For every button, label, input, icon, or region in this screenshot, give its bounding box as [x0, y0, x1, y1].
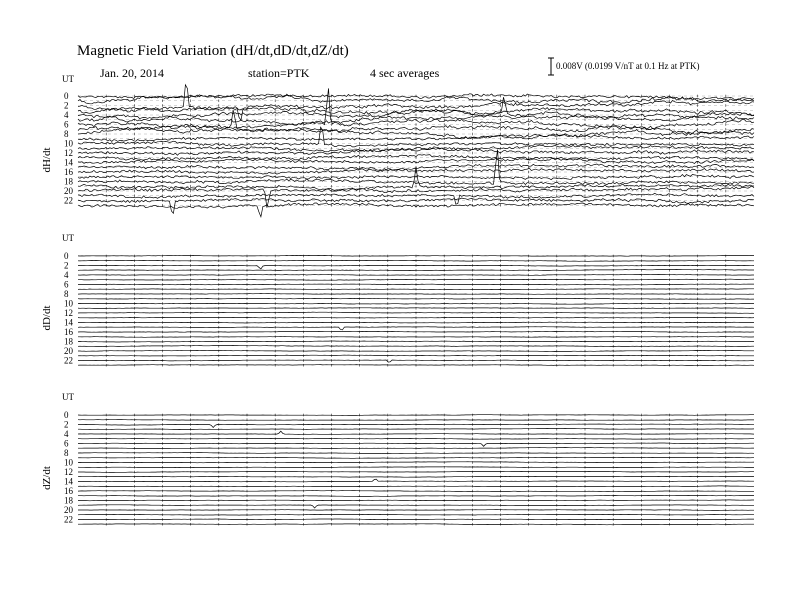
row-label: 16	[64, 167, 73, 177]
row-label: 8	[64, 448, 69, 458]
row-label: 20	[64, 186, 73, 196]
scale-note: 0.008V (0.0199 V/nT at 0.1 Hz at PTK)	[556, 61, 700, 71]
row-label: 18	[64, 336, 73, 347]
row-label: 18	[64, 176, 73, 187]
row-label: 12	[64, 467, 73, 477]
dd-ut-label: UT	[62, 233, 74, 243]
dh-row-labels	[64, 91, 74, 206]
row-label: 12	[64, 148, 73, 158]
chart-title: Magnetic Field Variation (dH/dt,dD/dt,dZ/dt)	[77, 43, 349, 59]
dz-ut-label: UT	[62, 392, 74, 402]
row-label: 0	[64, 91, 69, 101]
dz-dt-ylabel: dZ/dt	[41, 466, 53, 490]
row-label: 4	[64, 429, 69, 439]
row-label: 20	[64, 346, 73, 356]
row-label: 6	[64, 438, 69, 449]
row-label: 22	[64, 355, 73, 366]
row-label: 8	[64, 129, 69, 139]
dh-dt-ylabel: dH/dt	[41, 147, 53, 173]
row-label: 6	[64, 119, 69, 130]
dz-traces	[78, 414, 754, 526]
row-label: 2	[64, 100, 69, 111]
dd-row-labels	[64, 251, 74, 366]
date-label: Jan. 20, 2014	[100, 66, 164, 80]
row-label: 10	[64, 138, 73, 149]
row-label: 4	[64, 270, 69, 280]
row-label: 12	[64, 308, 73, 318]
row-label: 22	[64, 195, 73, 206]
row-label: 22	[64, 514, 73, 525]
row-label: 14	[64, 317, 73, 328]
row-label: 16	[64, 327, 73, 337]
dd-dt-ylabel: dD/dt	[41, 305, 53, 331]
row-label: 16	[64, 486, 73, 496]
row-label: 2	[64, 260, 69, 271]
station-label: station=PTK	[248, 66, 310, 80]
row-label: 8	[64, 289, 69, 299]
averaging-label: 4 sec averages	[370, 66, 440, 80]
row-label: 6	[64, 279, 69, 290]
dh-traces	[78, 85, 754, 217]
dh-dt-panel	[41, 74, 754, 217]
row-label: 14	[64, 157, 73, 168]
row-label: 18	[64, 495, 73, 506]
row-label: 10	[64, 298, 73, 309]
row-label: 0	[64, 410, 69, 420]
dz-row-labels	[64, 410, 74, 525]
scale-bar	[548, 58, 700, 75]
row-label: 2	[64, 419, 69, 430]
dd-dt-panel	[41, 233, 754, 367]
dh-ut-label: UT	[62, 74, 74, 84]
row-label: 10	[64, 457, 73, 468]
row-label: 0	[64, 251, 69, 261]
row-label: 4	[64, 110, 69, 120]
dz-dt-panel	[41, 392, 754, 526]
row-label: 20	[64, 505, 73, 515]
dd-traces	[78, 255, 754, 367]
hour-trace	[78, 88, 754, 129]
row-label: 14	[64, 476, 73, 487]
